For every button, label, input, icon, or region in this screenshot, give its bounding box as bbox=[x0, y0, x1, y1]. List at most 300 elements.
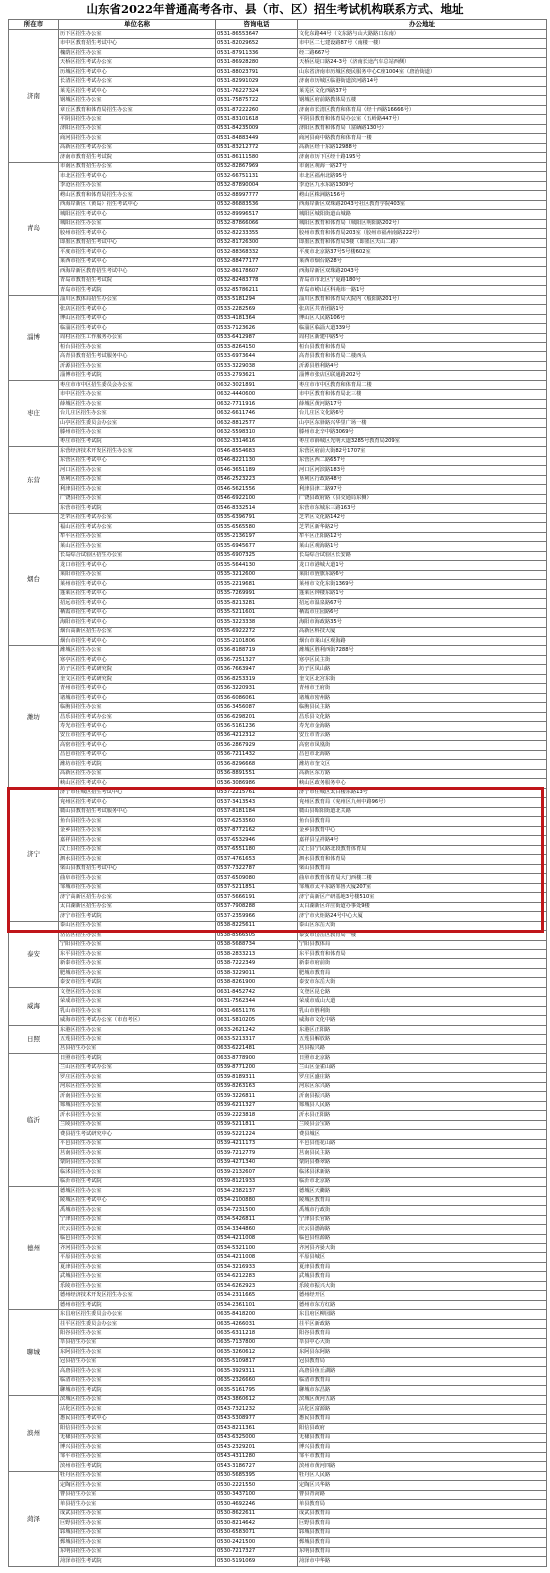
table-row bbox=[9, 1073, 547, 1082]
address-cell: 巨野县教育局 bbox=[298, 1519, 547, 1528]
phone-cell: 0536-8253319 bbox=[216, 674, 298, 683]
table-row bbox=[9, 665, 547, 674]
phone-cell: 0635-4266031 bbox=[216, 1319, 298, 1328]
address-cell: 滕州市北辛中路3069号 bbox=[298, 428, 547, 437]
unit-cell: 汶上县招生办公室 bbox=[59, 845, 216, 854]
address-cell: 沂水县正阳路 bbox=[298, 1111, 547, 1120]
phone-cell: 0531-86553647 bbox=[216, 30, 298, 39]
unit-cell: 齐河县招生办公室 bbox=[59, 1244, 216, 1253]
table-row bbox=[9, 674, 547, 683]
phone-cell: 0533-8264150 bbox=[216, 342, 298, 351]
unit-cell: 无棣县招生办公室 bbox=[59, 1433, 216, 1442]
unit-cell: 泰安市招生考试院 bbox=[59, 978, 216, 987]
phone-cell: 0632-5598310 bbox=[216, 428, 298, 437]
phone-cell: 0532-87890004 bbox=[216, 181, 298, 190]
unit-cell: 烟台市招生考试中心 bbox=[59, 637, 216, 646]
address-cell: 曹县青菏路 bbox=[298, 1490, 547, 1499]
unit-cell: 章丘区教育和体育局招生办公室 bbox=[59, 105, 216, 114]
address-cell: 临沂市北京路 bbox=[298, 1177, 547, 1186]
table-row bbox=[9, 1225, 547, 1234]
unit-cell: 莘县招生办公室 bbox=[59, 1338, 216, 1347]
unit-cell: 郯城县招生办公室 bbox=[59, 1101, 216, 1110]
table-row bbox=[9, 30, 547, 39]
unit-cell: 东明县招生办公室 bbox=[59, 1547, 216, 1556]
address-cell: 文登区昆仑路 bbox=[298, 987, 547, 996]
highlight-box bbox=[7, 787, 544, 933]
phone-cell: 0535-3223338 bbox=[216, 618, 298, 627]
unit-cell: 市南区教育招生办公室 bbox=[59, 162, 216, 171]
unit-cell: 岱岳区招生办公室 bbox=[59, 931, 216, 940]
phone-cell: 0534-2382137 bbox=[216, 1187, 298, 1196]
unit-cell: 临清市招生办公室 bbox=[59, 1376, 216, 1385]
address-cell: 邹平市教育局 bbox=[298, 1452, 547, 1461]
table-row bbox=[9, 1528, 547, 1537]
phone-cell: 0535-6922272 bbox=[216, 627, 298, 636]
table-row bbox=[9, 1291, 547, 1300]
unit-cell: 邹平市招生办公室 bbox=[59, 1452, 216, 1461]
address-cell: 济宁市任城区太白楼东路13号 bbox=[298, 788, 547, 797]
phone-cell: 0530-2421500 bbox=[216, 1538, 298, 1547]
address-cell: 济宁市火炬路24号中心大厦 bbox=[298, 912, 547, 921]
table-row bbox=[9, 1300, 547, 1309]
phone-cell: 0543-3860612 bbox=[216, 1395, 298, 1404]
header-phone: 咨询电话 bbox=[216, 20, 298, 30]
unit-cell: 东阿县招生办公室 bbox=[59, 1348, 216, 1357]
unit-cell: 寿光市招生考试中心 bbox=[59, 722, 216, 731]
city-cell: 威海 bbox=[9, 987, 59, 1025]
address-cell: 嘉祥县呈祥路4号 bbox=[298, 836, 547, 845]
unit-cell: 郓城县招生办公室 bbox=[59, 1528, 216, 1537]
phone-cell: 0631-5810205 bbox=[216, 1016, 298, 1025]
phone-cell: 0533-4181364 bbox=[216, 314, 298, 323]
unit-cell: 宁津县招生办公室 bbox=[59, 1215, 216, 1224]
unit-cell: 崂山区教育和体育局招生办公室 bbox=[59, 191, 216, 200]
address-cell: 烟台市莱山区观海路 bbox=[298, 637, 547, 646]
phone-cell: 0535-5211601 bbox=[216, 608, 298, 617]
table-row bbox=[9, 760, 547, 769]
address-cell: 市北区福州北路95号 bbox=[298, 172, 547, 181]
table-row bbox=[9, 1158, 547, 1167]
phone-cell: 0534-6262923 bbox=[216, 1281, 298, 1290]
table-row bbox=[9, 267, 547, 276]
address-cell: 莱芜区文化西路37号 bbox=[298, 86, 547, 95]
phone-cell: 0635-3260612 bbox=[216, 1348, 298, 1357]
table-row bbox=[9, 67, 547, 76]
phone-cell: 0546-2523223 bbox=[216, 475, 298, 484]
address-cell: 张店区共青团路1号 bbox=[298, 305, 547, 314]
phone-cell: 0532-89996517 bbox=[216, 210, 298, 219]
unit-cell: 邹城市招生办公室 bbox=[59, 883, 216, 892]
phone-cell: 0539-7212779 bbox=[216, 1149, 298, 1158]
unit-cell: 西海岸新区（黄岛）招生考试中心 bbox=[59, 200, 216, 209]
address-cell: 东阿县东阿路 bbox=[298, 1348, 547, 1357]
unit-cell: 海阳市招生考试中心 bbox=[59, 618, 216, 627]
unit-cell: 微山县教育招生考试服务中心 bbox=[59, 807, 216, 816]
address-cell: 太白湖新区许庄街道办事处9楼 bbox=[298, 902, 547, 911]
phone-cell: 0632-7711916 bbox=[216, 399, 298, 408]
address-cell: 滨州市黄河四路 bbox=[298, 1462, 547, 1471]
table-row bbox=[9, 456, 547, 465]
unit-cell: 沂南县招生办公室 bbox=[59, 1092, 216, 1101]
phone-cell: 0531-87222260 bbox=[216, 105, 298, 114]
address-cell: 惠民县教育局 bbox=[298, 1414, 547, 1423]
unit-cell: 历城区招生考试中心 bbox=[59, 67, 216, 76]
address-cell: 山东省济南市历城区便民服务中心C座1004室（唐治街道） bbox=[298, 67, 547, 76]
address-cell: 莘县中心大街 bbox=[298, 1338, 547, 1347]
address-cell: 青岛市崂山区科苑纬一路1号 bbox=[298, 286, 547, 295]
address-cell: 泗水县教育和体育局 bbox=[298, 855, 547, 864]
table-row bbox=[9, 1405, 547, 1414]
address-cell: 奎文区北宫东街 bbox=[298, 674, 547, 683]
phone-cell: 0635-5161795 bbox=[216, 1386, 298, 1395]
address-cell: 峡山区政务服务中心 bbox=[298, 779, 547, 788]
address-cell: 茌平区新政路 bbox=[298, 1319, 547, 1328]
phone-cell: 0536-2867929 bbox=[216, 741, 298, 750]
unit-cell: 临朐县招生办公室 bbox=[59, 703, 216, 712]
unit-cell: 乳山市招生办公室 bbox=[59, 1006, 216, 1015]
unit-cell: 天桥区招生考试办公室 bbox=[59, 58, 216, 67]
address-cell: 平度市北京路37号5号楼602室 bbox=[298, 248, 547, 257]
unit-cell: 长清区招生考试办公室 bbox=[59, 77, 216, 86]
address-cell: 东昌府区柳园路 bbox=[298, 1310, 547, 1319]
unit-cell: 肥城市招生办公室 bbox=[59, 968, 216, 977]
table-row bbox=[9, 959, 547, 968]
unit-cell: 蓬莱区招生考试中心 bbox=[59, 589, 216, 598]
table-row bbox=[9, 1500, 547, 1509]
table-row bbox=[9, 542, 547, 551]
city-cell: 临沂 bbox=[9, 1054, 59, 1187]
address-cell: 西海岸新区双珠路2043号 bbox=[298, 267, 547, 276]
unit-cell: 梁山县教育招生考试中心 bbox=[59, 864, 216, 873]
table-row bbox=[9, 1006, 547, 1015]
address-cell: 临朐县民主路 bbox=[298, 703, 547, 712]
phone-cell: 0537-2215761 bbox=[216, 788, 298, 797]
phone-cell: 0539-4271340 bbox=[216, 1158, 298, 1167]
address-cell: 枣庄市薛城区光明大道3285号教育局209室 bbox=[298, 437, 547, 446]
phone-cell: 0537-7908288 bbox=[216, 902, 298, 911]
address-cell: 东营区西二路657号 bbox=[298, 456, 547, 465]
address-cell: 单县教育局 bbox=[298, 1500, 547, 1509]
phone-cell: 0535-2219681 bbox=[216, 580, 298, 589]
city-cell: 日照 bbox=[9, 1025, 59, 1053]
unit-cell: 兰陵县招生办公室 bbox=[59, 1120, 216, 1129]
address-cell: 宁阳县教体局 bbox=[298, 940, 547, 949]
phone-cell: 0534-2361101 bbox=[216, 1300, 298, 1309]
address-cell: 城阳区教育和体育局（城阳区明阳路202号） bbox=[298, 219, 547, 228]
unit-cell: 淄博市招生考试院 bbox=[59, 371, 216, 380]
phone-cell: 0632-3021891 bbox=[216, 380, 298, 389]
address-cell: 寿光市金海路 bbox=[298, 722, 547, 731]
table-row bbox=[9, 58, 547, 67]
table-row bbox=[9, 693, 547, 702]
phone-cell: 0530-4692246 bbox=[216, 1500, 298, 1509]
unit-cell: 曲阜市招生办公室 bbox=[59, 874, 216, 883]
table-row bbox=[9, 504, 547, 513]
address-cell: 临淄区临淄大道339号 bbox=[298, 324, 547, 333]
table-row bbox=[9, 1035, 547, 1044]
address-cell: 胶州市教育和体育局203室（胶州市福州南路222号） bbox=[298, 229, 547, 238]
unit-cell: 烟台高新区招生办公室 bbox=[59, 627, 216, 636]
phone-cell: 0535-2101806 bbox=[216, 637, 298, 646]
table-row bbox=[9, 1025, 547, 1034]
unit-cell: 东港区招生办公室 bbox=[59, 1025, 216, 1034]
unit-cell: 武城县招生办公室 bbox=[59, 1272, 216, 1281]
phone-cell: 0530-3437100 bbox=[216, 1490, 298, 1499]
phone-cell: 0534-2100880 bbox=[216, 1196, 298, 1205]
address-cell: 兖州区教育局（兖州区九州中路96号） bbox=[298, 798, 547, 807]
phone-cell: 0633-5213317 bbox=[216, 1035, 298, 1044]
table-row bbox=[9, 1367, 547, 1376]
phone-cell: 0531-86928280 bbox=[216, 58, 298, 67]
phone-cell: 0538-7222349 bbox=[216, 959, 298, 968]
address-cell: 龙口市港城大道1号 bbox=[298, 561, 547, 570]
address-cell: 曲阜市教育体育局大门西楼二楼 bbox=[298, 874, 547, 883]
phone-cell: 0530-5685395 bbox=[216, 1471, 298, 1480]
table-row bbox=[9, 997, 547, 1006]
unit-cell: 泗水县招生办公室 bbox=[59, 855, 216, 864]
phone-cell: 0533-7123626 bbox=[216, 324, 298, 333]
table-row bbox=[9, 1348, 547, 1357]
table-row bbox=[9, 229, 547, 238]
table-row bbox=[9, 968, 547, 977]
address-cell: 沂源县胜利路4号 bbox=[298, 361, 547, 370]
address-cell: 市中区教育和体育局北三楼 bbox=[298, 390, 547, 399]
table-row bbox=[9, 731, 547, 740]
unit-cell: 滨州市招生考试院 bbox=[59, 1462, 216, 1471]
table-row bbox=[9, 646, 547, 655]
phone-cell: 0533-2793621 bbox=[216, 371, 298, 380]
unit-cell: 昌邑市招生考试中心 bbox=[59, 750, 216, 759]
phone-cell: 0535-3212600 bbox=[216, 570, 298, 579]
unit-cell: 河东区招生办公室 bbox=[59, 1082, 216, 1091]
phone-cell: 0543-4311280 bbox=[216, 1452, 298, 1461]
table-row bbox=[9, 418, 547, 427]
phone-cell: 0530-7217327 bbox=[216, 1547, 298, 1556]
phone-cell: 0538-8261900 bbox=[216, 978, 298, 987]
address-cell: 乐陵市振兴大街 bbox=[298, 1281, 547, 1290]
unit-cell: 宁阳县招生办公室 bbox=[59, 940, 216, 949]
phone-cell: 0537-6253560 bbox=[216, 817, 298, 826]
address-cell: 李沧区九水东路1309号 bbox=[298, 181, 547, 190]
address-cell: 菏泽市中华路 bbox=[298, 1556, 547, 1566]
address-cell: 潍坊市奎文区 bbox=[298, 760, 547, 769]
address-cell: 海阳市海政路35号 bbox=[298, 618, 547, 627]
address-cell: 威海市文化中路 bbox=[298, 1016, 547, 1025]
address-cell: 罗庄区盛庄路 bbox=[298, 1073, 547, 1082]
address-cell: 诸城市密州路 bbox=[298, 693, 547, 702]
city-cell: 滨州 bbox=[9, 1395, 59, 1471]
unit-cell: 周村区招生工作服务办公室 bbox=[59, 333, 216, 342]
unit-cell: 临淄区招生考试中心 bbox=[59, 324, 216, 333]
table-row bbox=[9, 1168, 547, 1177]
address-cell: 寒亭区民主街 bbox=[298, 655, 547, 664]
unit-cell: 即墨区教育招生考试中心 bbox=[59, 238, 216, 247]
header-address: 办公地址 bbox=[298, 20, 547, 30]
phone-cell: 0534-6212283 bbox=[216, 1272, 298, 1281]
unit-cell: 淄川区教体局招生办公室 bbox=[59, 295, 216, 304]
address-cell: 枣庄市市中区教育和体育局二楼 bbox=[298, 380, 547, 389]
phone-cell: 0539-4211173 bbox=[216, 1139, 298, 1148]
table-row bbox=[9, 750, 547, 759]
table-row bbox=[9, 741, 547, 750]
unit-cell: 鄄城县招生办公室 bbox=[59, 1538, 216, 1547]
address-cell: 德城区天衢路 bbox=[298, 1187, 547, 1196]
table-row bbox=[9, 219, 547, 228]
city-cell: 青岛 bbox=[9, 162, 59, 295]
unit-cell: 牟平区招生办公室 bbox=[59, 532, 216, 541]
phone-cell: 0537-6509080 bbox=[216, 874, 298, 883]
unit-cell: 牡丹区招生办公室 bbox=[59, 1471, 216, 1480]
page-title: 山东省2022年普通高考各市、县（市、区）招生考试机构联系方式、地址 bbox=[86, 2, 464, 16]
table-row bbox=[9, 1063, 547, 1072]
phone-cell: 0535-6396791 bbox=[216, 513, 298, 522]
address-cell: 垦利区行政路48号 bbox=[298, 475, 547, 484]
phone-cell: 0536-5161236 bbox=[216, 722, 298, 731]
phone-cell: 0532-82233355 bbox=[216, 229, 298, 238]
address-cell: 薛城区黄河路17号 bbox=[298, 399, 547, 408]
city-cell: 聊城 bbox=[9, 1310, 59, 1395]
unit-cell: 台儿庄区招生办公室 bbox=[59, 409, 216, 418]
phone-cell: 0635-3929311 bbox=[216, 1367, 298, 1376]
address-cell: 聊城市东昌路 bbox=[298, 1386, 547, 1395]
unit-cell: 成武县招生办公室 bbox=[59, 1509, 216, 1518]
table-row bbox=[9, 1556, 547, 1566]
unit-cell: 冠县招生办公室 bbox=[59, 1357, 216, 1366]
phone-cell: 0532-82867969 bbox=[216, 162, 298, 171]
phone-cell: 0539-8121933 bbox=[216, 1177, 298, 1186]
phone-cell: 0539-2223818 bbox=[216, 1111, 298, 1120]
address-cell: 德州经开区 bbox=[298, 1291, 547, 1300]
unit-cell: 市北区招生考试中心 bbox=[59, 172, 216, 181]
unit-cell: 青岛市招生考试院 bbox=[59, 286, 216, 295]
unit-cell: 威海市招生考试办公室（市直考区） bbox=[59, 1016, 216, 1025]
unit-cell: 莱州市招生考试中心 bbox=[59, 580, 216, 589]
table-row bbox=[9, 324, 547, 333]
unit-cell: 沂源县招生办公室 bbox=[59, 361, 216, 370]
phone-cell: 0536-8891551 bbox=[216, 769, 298, 778]
unit-cell: 济宁高新区招生办公室 bbox=[59, 893, 216, 902]
table-row bbox=[9, 1471, 547, 1480]
unit-cell: 龙口市招生考试中心 bbox=[59, 561, 216, 570]
table-row bbox=[9, 637, 547, 646]
table-row bbox=[9, 437, 547, 446]
phone-cell: 0546-3651189 bbox=[216, 466, 298, 475]
table-row bbox=[9, 494, 547, 503]
phone-cell: 0537-7322787 bbox=[216, 864, 298, 873]
address-cell: 周村区新建中路5号 bbox=[298, 333, 547, 342]
phone-cell: 0546-8554683 bbox=[216, 447, 298, 456]
table-row bbox=[9, 712, 547, 721]
phone-cell: 0537-6532946 bbox=[216, 836, 298, 845]
address-cell: 经二路667号 bbox=[298, 48, 547, 57]
table-row bbox=[9, 655, 547, 664]
address-cell: 沂南县振兴路 bbox=[298, 1092, 547, 1101]
phone-cell: 0531-75875722 bbox=[216, 96, 298, 105]
phone-cell: 0536-7663947 bbox=[216, 665, 298, 674]
phone-cell: 0534-2311665 bbox=[216, 1291, 298, 1300]
address-cell: 芝罘区新华路2号 bbox=[298, 523, 547, 532]
table-row bbox=[9, 627, 547, 636]
table-row bbox=[9, 39, 547, 48]
table-row bbox=[9, 769, 547, 778]
address-cell: 费县城区 bbox=[298, 1130, 547, 1139]
address-cell: 荣成市成山大道 bbox=[298, 997, 547, 1006]
unit-cell: 乐陵市招生办公室 bbox=[59, 1281, 216, 1290]
unit-cell: 菏泽市招生考试院 bbox=[59, 1556, 216, 1566]
phone-cell: 0538-8566505 bbox=[216, 931, 298, 940]
table-row bbox=[9, 1519, 547, 1528]
table-row bbox=[9, 570, 547, 579]
unit-cell: 青岛市教育招生考试院 bbox=[59, 276, 216, 285]
phone-cell: 0531-86111580 bbox=[216, 153, 298, 162]
unit-cell: 高密市招生考试中心 bbox=[59, 741, 216, 750]
address-cell: 武城县教育局 bbox=[298, 1272, 547, 1281]
unit-cell: 日照市招生考试院 bbox=[59, 1054, 216, 1063]
unit-cell: 德城区招生办公室 bbox=[59, 1187, 216, 1196]
unit-cell: 诸城市招生考试中心 bbox=[59, 693, 216, 702]
unit-cell: 莱阳市招生办公室 bbox=[59, 570, 216, 579]
phone-cell: 0537-8772162 bbox=[216, 826, 298, 835]
address-cell: 梁山县教育局 bbox=[298, 864, 547, 873]
unit-cell: 兖州区招生考试中心 bbox=[59, 798, 216, 807]
unit-cell: 临邑县招生办公室 bbox=[59, 1234, 216, 1243]
table-row bbox=[9, 684, 547, 693]
phone-cell: 0535-6945677 bbox=[216, 542, 298, 551]
unit-cell: 沂水县招生办公室 bbox=[59, 1111, 216, 1120]
address-cell: 天桥区堤口路24-3号（济南长途汽车总站西侧） bbox=[298, 58, 547, 67]
phone-cell: 0533-6412987 bbox=[216, 333, 298, 342]
unit-cell: 夏津县招生办公室 bbox=[59, 1262, 216, 1271]
address-cell: 乳山市胜利街 bbox=[298, 1006, 547, 1015]
address-cell: 宁津县长官路 bbox=[298, 1215, 547, 1224]
table-row bbox=[9, 561, 547, 570]
phone-cell: 0535-5644130 bbox=[216, 561, 298, 570]
table-row bbox=[9, 722, 547, 731]
address-cell: 昌乐县文化路 bbox=[298, 712, 547, 721]
phone-cell: 0543-3186727 bbox=[216, 1462, 298, 1471]
address-cell: 肥城市教育局 bbox=[298, 968, 547, 977]
unit-cell: 城阳区招生办公室 bbox=[59, 219, 216, 228]
phone-cell: 0532-87866066 bbox=[216, 219, 298, 228]
table-row bbox=[9, 342, 547, 351]
unit-cell: 新泰市招生办公室 bbox=[59, 959, 216, 968]
unit-cell: 兰山区招生考试办公室 bbox=[59, 1063, 216, 1072]
address-cell: 河口区河滨路183号 bbox=[298, 466, 547, 475]
address-cell: 郯城县人民路 bbox=[298, 1101, 547, 1110]
address-cell: 临清市教育局 bbox=[298, 1376, 547, 1385]
city-cell: 枣庄 bbox=[9, 380, 59, 446]
table-row bbox=[9, 1196, 547, 1205]
address-cell: 潍城区胜利西街7288号 bbox=[298, 646, 547, 655]
address-cell: 成武县教育局 bbox=[298, 1509, 547, 1518]
unit-cell: 东营区招生考试中心 bbox=[59, 456, 216, 465]
unit-cell: 莱山区招生办公室 bbox=[59, 542, 216, 551]
unit-cell: 平邑县招生办公室 bbox=[59, 1139, 216, 1148]
phone-cell: 0531-88023791 bbox=[216, 67, 298, 76]
unit-cell: 坊子区招生考试研究院 bbox=[59, 665, 216, 674]
table-row bbox=[9, 532, 547, 541]
table-row bbox=[9, 96, 547, 105]
table-row bbox=[9, 48, 547, 57]
phone-cell: 0633-2621242 bbox=[216, 1025, 298, 1034]
address-cell: 市中区二七建设路87号（南楼一楼） bbox=[298, 39, 547, 48]
phone-cell: 0539-8771200 bbox=[216, 1063, 298, 1072]
phone-cell: 0532-66751131 bbox=[216, 172, 298, 181]
unit-cell: 阳信县招生办公室 bbox=[59, 1424, 216, 1433]
table-row bbox=[9, 191, 547, 200]
unit-cell: 高新区招生考试办公室 bbox=[59, 143, 216, 152]
phone-cell: 0535-6565580 bbox=[216, 523, 298, 532]
